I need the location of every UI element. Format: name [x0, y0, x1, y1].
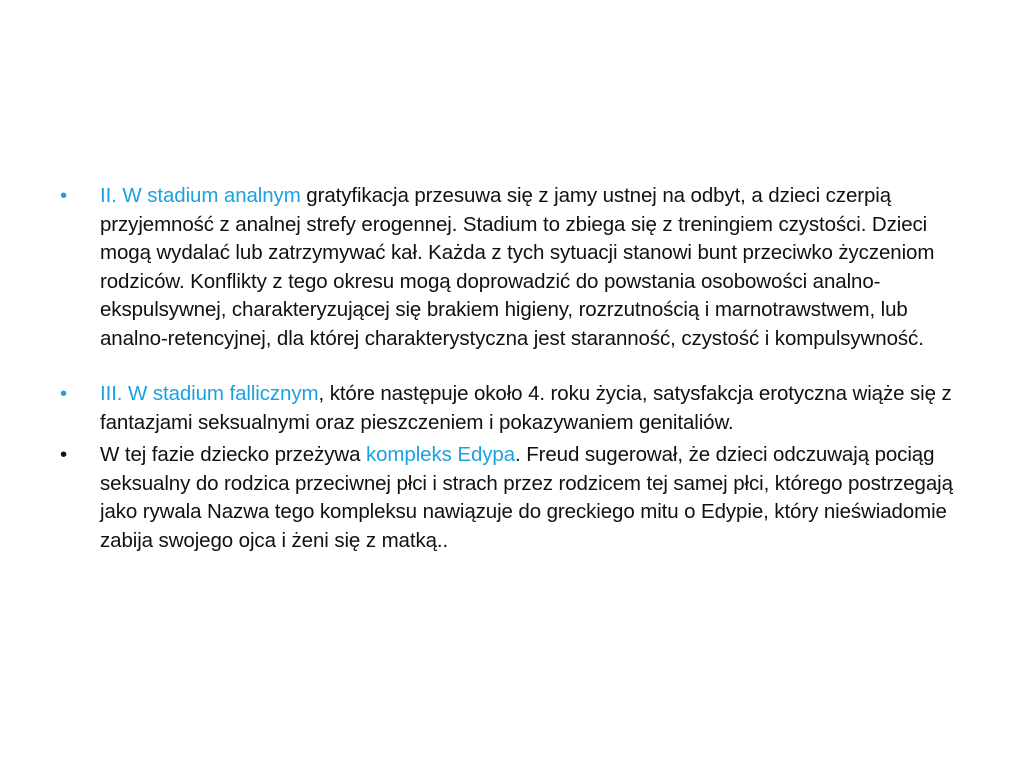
bullet-marker: •	[60, 443, 68, 466]
bullet-text: gratyfikacja przesuwa się z jamy ustnej na odbyt, a dzieci czerpią przyjemność z analnej strefy erogennej. Stadium to zbiega się z treningiem czystości. Dzieci mogą wydalać lub zatrzymywać kał. Każda z tych sytuacji stanowi bunt przeciwko życzeniom rodziców. Konflikty z tego okresu mogą doprowadzić do powstania osobowości analno-ekspulsywnej, charakteryzującej się brakiem higieny, rozrzutnością i marnotrawstwem, lub analno-retencyjnej, dla której charakterystyczna jest staranność, czystość i kompulsywność.	[100, 184, 935, 350]
slide-body	[60, 182, 965, 555]
bullet-highlight: III. W stadium fallicznym	[100, 382, 319, 405]
bullet-highlight: II. W stadium analnym	[100, 184, 301, 207]
bullet-marker: •	[60, 184, 68, 207]
bullet-text-after: . Freud sugerował, że dzieci odczuwają pociąg seksualny do rodzica przeciwnej płci i strach przez rodzicem tej samej płci, którego postrzegają jako rywala Nazwa tego kompleksu nawiązuje do greckiego mitu o Edypie, który nieświadomie zabija swojego ojca i żeni się z matką..	[100, 443, 953, 552]
bullet-text-before: W tej fazie dziecko przeżywa	[100, 443, 366, 466]
bullet-oedipus-complex	[60, 441, 965, 555]
bullet-marker: •	[60, 382, 68, 405]
bullet-phallic-stage	[60, 380, 965, 437]
bullet-anal-stage	[60, 182, 965, 353]
bullet-text: , które następuje około 4. roku życia, satysfakcja erotyczna wiąże się z fantazjami seksualnymi oraz pieszczeniem i pokazywaniem genitaliów.	[100, 382, 952, 434]
bullet-highlight: kompleks Edypa	[365, 443, 515, 466]
